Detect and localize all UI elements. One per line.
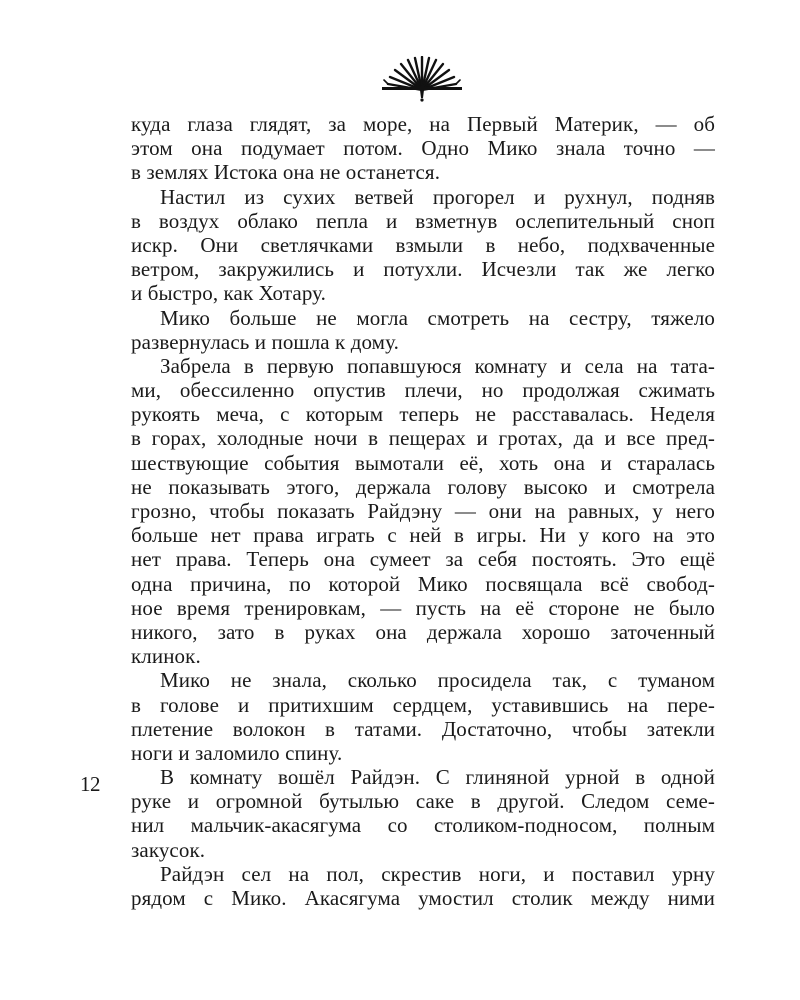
text-line: закусок. — [131, 837, 206, 862]
text-line: шествующие события вымотали её, хоть она и старалась — [131, 450, 715, 475]
page-body-text — [131, 112, 715, 910]
text-line: Мико не знала, сколько просидела так, с туманом — [160, 668, 715, 693]
text-line: искр. Они светлячками взмыли в небо, подхваченные — [131, 232, 715, 257]
text-line: в землях Истока она не останется. — [131, 160, 441, 185]
text-line: рукоять меча, с которым теперь не расставалась. Неделя — [131, 402, 715, 427]
text-line: развернулась и пошла к дому. — [131, 329, 399, 354]
text-line: никого, зато в руках она держала хорошо заточенный — [131, 619, 715, 644]
text-line: в голове и притихшим сердцем, уставившись на пере- — [131, 692, 715, 717]
text-line: рядом с Мико. Акасягума умостил столик между ними — [131, 886, 715, 910]
text-line: нет права. Теперь она сумеет за себя постоять. Это ещё — [131, 547, 715, 572]
text-line: ветром, закружились и потухли. Исчезли так же легко — [131, 257, 715, 282]
text-line: в горах, холодные ночи в пещерах и гротах, да и все пред- — [131, 426, 715, 451]
text-line: Мико больше не могла смотреть на сестру, тяжело — [160, 305, 715, 330]
text-line: нил мальчик-акасягума со столиком-подносом, полным — [131, 813, 715, 838]
text-line: Райдэн сел на пол, скрестив ноги, и поставил урну — [160, 861, 715, 886]
text-line: Забрела в первую попавшуюся комнату и села на тата- — [160, 353, 715, 378]
text-line: одна причина, по которой Мико посвящала всё свобод- — [131, 571, 715, 596]
text-line: ноги и заломило спину. — [131, 740, 343, 765]
text-line: грозно, чтобы показать Райдэну — они на равных, у него — [131, 499, 715, 523]
text-line: плетение волокон в татами. Достаточно, чтобы затекли — [131, 716, 715, 741]
text-line: ми, обессиленно опустив плечи, но продолжая сжимать — [131, 378, 715, 403]
text-line: больше нет права играть с ней в игры. Ни у кого на это — [131, 523, 715, 548]
text-line: не показывать этого, держала голову высоко и смотрела — [131, 474, 715, 499]
page-number: 12 — [80, 772, 100, 796]
fan-ornament-icon — [380, 56, 464, 104]
text-line: В комнату вошёл Райдэн. С глиняной урной в одной — [160, 765, 715, 790]
text-line: и быстро, как Хотару. — [131, 281, 326, 306]
text-line: клинок. — [131, 644, 201, 669]
text-line: этом она подумает потом. Одно Мико знала точно — — [131, 136, 715, 161]
text-line: куда глаза глядят, за море, на Первый Материк, — об — [131, 112, 715, 136]
text-line: Настил из сухих ветвей прогорел и рухнул, подняв — [160, 184, 715, 209]
text-line: руке и огромной бутылью саке в другой. Следом семе- — [131, 789, 715, 814]
text-line: в воздух облако пепла и взметнув ослепительный сноп — [131, 208, 715, 233]
text-line: ное время тренировкам, — пусть на её стороне не было — [131, 595, 715, 620]
